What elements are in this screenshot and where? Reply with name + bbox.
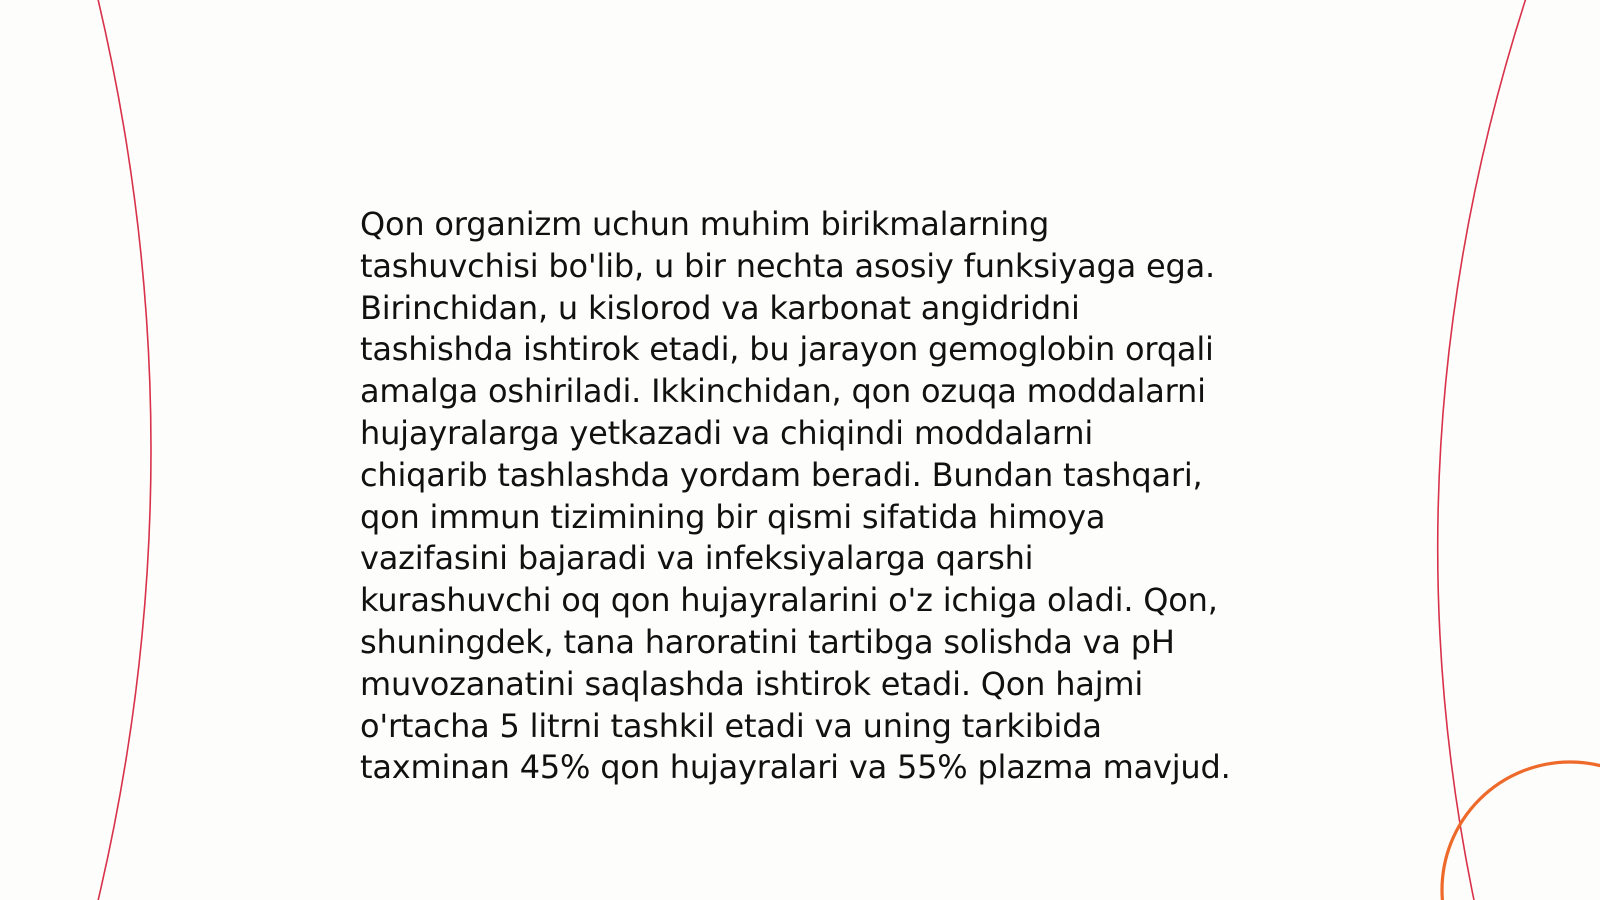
body-paragraph: Qon organizm uchun muhim birikmalarning tashuvchisi bo'lib, u bir nechta asosiy funksiyaga ega. Birinchidan, u kislorod va karbonat angidridni tashishda ishtirok etadi, bu jarayon gemoglobin orqali amalga oshiriladi. Ikkinchidan, qon ozuqa moddalarni hujayralarga yetkazadi va chiqindi moddalarni chiqarib tashlashda yordam beradi. Bundan tashqari, qon immun tizimining bir qismi sifatida himoya vazifasini bajaradi va infeksiyalarga qarshi kurashuvchi oq qon hujayralarini o'z ichiga oladi. Qon, shuningdek, tana haroratini tartibga solishda va pH muvozanatini saqlashda ishtirok etadi. Qon hajmi o'rtacha 5 litrni tashkil etadi va uning tarkibida taxminan 45% qon hujayralari va 55% plazma mavjud. bbox=[360, 205, 1231, 787]
right-curve-decoration bbox=[1438, 0, 1527, 900]
left-curve-decoration bbox=[97, 0, 151, 900]
orange-circle-decoration bbox=[1442, 762, 1600, 900]
